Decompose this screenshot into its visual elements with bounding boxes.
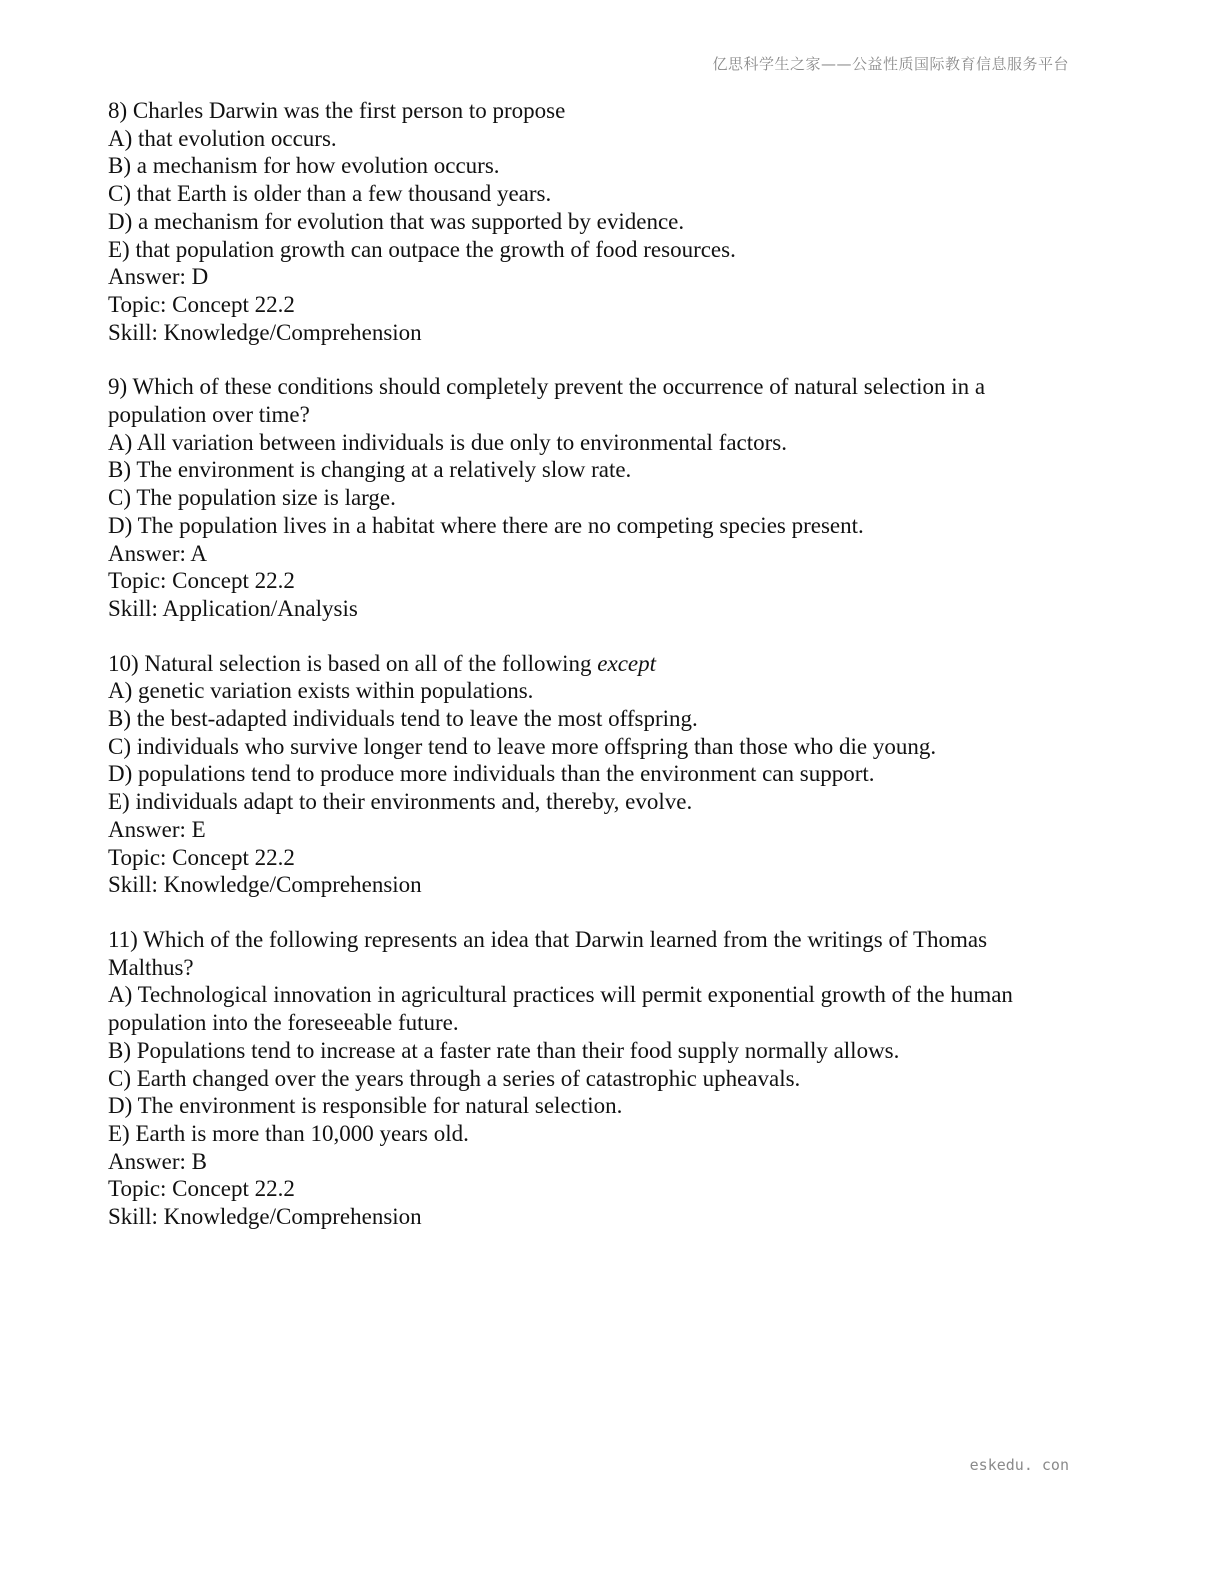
question-stem bbox=[108, 650, 1058, 678]
question-8 bbox=[108, 97, 1058, 346]
question-stem-emphasis: except bbox=[597, 650, 657, 676]
skill-line: Skill: Knowledge/Comprehension bbox=[108, 319, 422, 345]
question-stem: 9) Which of these conditions should completely prevent the occurrence of natural selection in a population over time? bbox=[108, 374, 986, 428]
option-b: B) The environment is changing at a relatively slow rate. bbox=[108, 457, 632, 483]
option-c: C) Earth changed over the years through a series of catastrophic upheavals. bbox=[108, 1065, 801, 1091]
option-c: C) individuals who survive longer tend to leave more offspring than those who die young. bbox=[108, 733, 937, 759]
option-e: E) Earth is more than 10,000 years old. bbox=[108, 1120, 469, 1146]
option-c: C) The population size is large. bbox=[108, 485, 396, 511]
skill-line: Skill: Knowledge/Comprehension bbox=[108, 1204, 422, 1230]
option-b: B) the best-adapted individuals tend to leave the most offspring. bbox=[108, 706, 698, 732]
page-footer-watermark: eskedu. con bbox=[969, 1456, 1069, 1474]
option-a: A) All variation between individuals is due only to environmental factors. bbox=[108, 429, 787, 455]
answer-line: Answer: A bbox=[108, 540, 208, 566]
option-b: B) Populations tend to increase at a faster rate than their food supply normally allows. bbox=[108, 1037, 900, 1063]
topic-line: Topic: Concept 22.2 bbox=[108, 844, 295, 870]
question-list bbox=[108, 97, 1058, 1258]
skill-line: Skill: Knowledge/Comprehension bbox=[108, 872, 422, 898]
option-d: D) The environment is responsible for natural selection. bbox=[108, 1093, 623, 1119]
option-c: C) that Earth is older than a few thousand years. bbox=[108, 181, 552, 207]
topic-line: Topic: Concept 22.2 bbox=[108, 1176, 295, 1202]
topic-line: Topic: Concept 22.2 bbox=[108, 291, 295, 317]
option-a: A) genetic variation exists within populations. bbox=[108, 678, 534, 704]
answer-line: Answer: B bbox=[108, 1148, 208, 1174]
option-e: E) individuals adapt to their environments and, thereby, evolve. bbox=[108, 789, 693, 815]
answer-line: Answer: D bbox=[108, 264, 209, 290]
option-d: D) The population lives in a habitat where there are no competing species present. bbox=[108, 512, 864, 538]
question-stem-text: 10) Natural selection is based on all of the following bbox=[108, 650, 598, 676]
question-11 bbox=[108, 926, 1058, 1231]
question-stem: 11) Which of the following represents an idea that Darwin learned from the writings of Thomas Malthus? bbox=[108, 926, 988, 980]
option-e: E) that population growth can outpace the growth of food resources. bbox=[108, 236, 736, 262]
page-header-watermark: 亿思科学生之家——公益性质国际教育信息服务平台 bbox=[712, 55, 1069, 73]
option-d: D) a mechanism for evolution that was supported by evidence. bbox=[108, 208, 685, 234]
option-a: A) that evolution occurs. bbox=[108, 125, 337, 151]
option-b: B) a mechanism for how evolution occurs. bbox=[108, 153, 500, 179]
question-stem: 8) Charles Darwin was the first person to propose bbox=[108, 98, 566, 123]
question-10 bbox=[108, 650, 1058, 899]
option-d: D) populations tend to produce more individuals than the environment can support. bbox=[108, 761, 875, 787]
topic-line: Topic: Concept 22.2 bbox=[108, 568, 295, 594]
answer-line: Answer: E bbox=[108, 816, 206, 842]
question-9 bbox=[108, 373, 1058, 622]
skill-line: Skill: Application/Analysis bbox=[108, 595, 358, 621]
option-a: A) Technological innovation in agricultural practices will permit exponential growth of the human population into the foreseeable future. bbox=[108, 982, 1013, 1036]
